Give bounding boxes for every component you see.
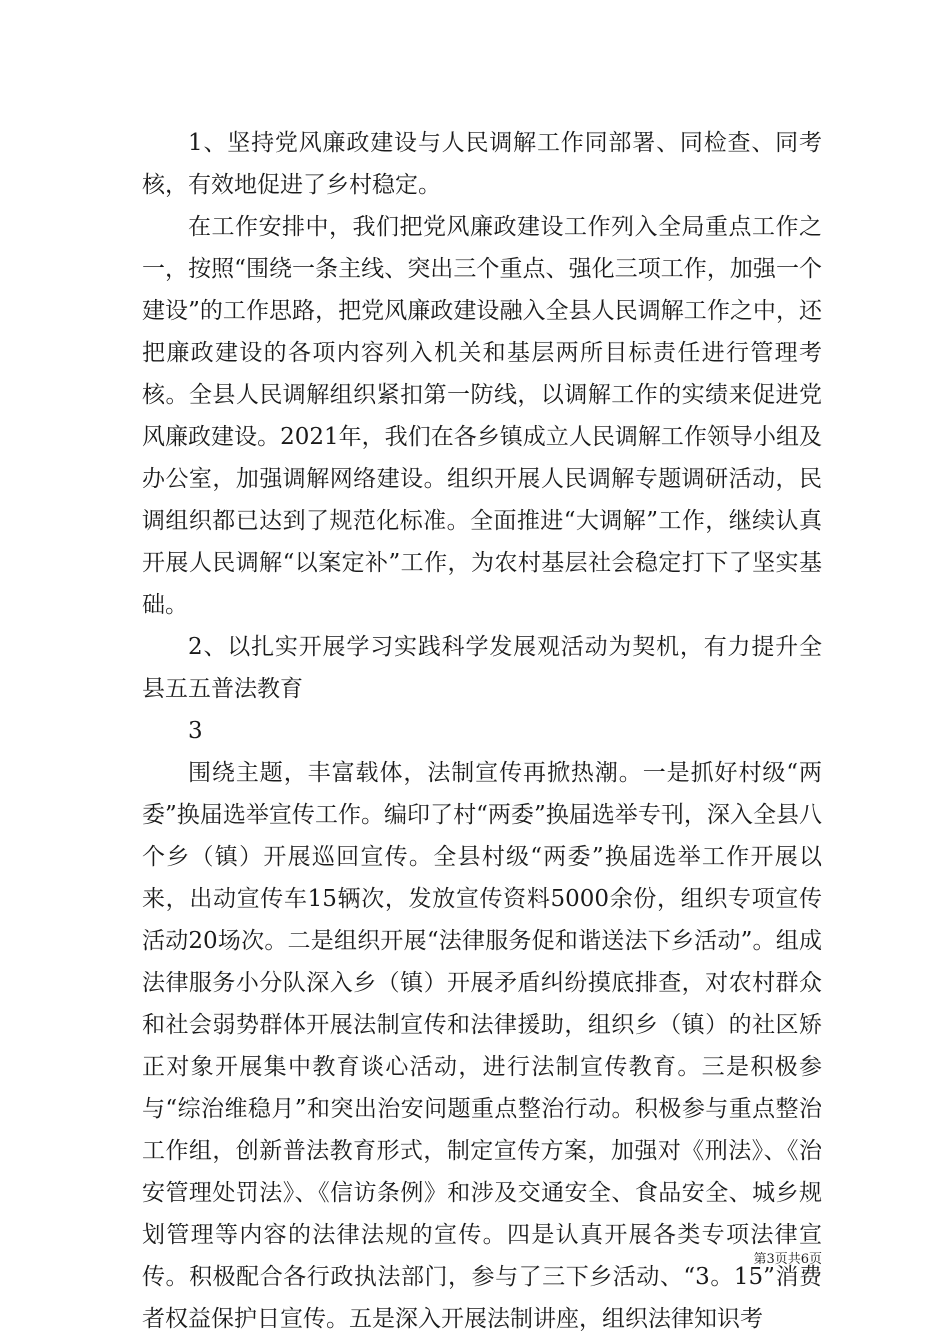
paragraph-item-2: 在工作安排中，我们把党风廉政建设工作列入全局重点工作之一，按照“围绕一条主线、突出三个重点、强化三项工作，加强一个建设”的工作思路，把党风廉政建设融入全县人民调解工作之中，还把廉政建设的各项内容列入机关和基层两所目标责任进行管理考核。全县人民调解组织紧扣第一防线，以调解工作的实绩来促进党风廉政建设。2021年，我们在各乡镇成立人民调解工作领导小组及办公室，加强调解网络建设。组织开展人民调解专题调研活动，民调组织都已达到了规范化标准。全面推进“大调解”工作，继续认真开展人民调解“以案定补”工作，为农村基层社会稳定打下了坚实基础。 <box>142 214 822 618</box>
paragraph-item-4: 围绕主题，丰富载体，法制宣传再掀热潮。一是抓好村级“两委”换届选举宣传工作。编印了村“两委”换届选举专刊，深入全县八个乡（镇）开展巡回宣传。全县村级“两委”换届选举工作开展以来，出动宣传车15辆次，发放宣传资料5000余份，组织专项宣传活动20场次。二是组织开展“法律服务促和谐送法下乡活动”。组成法律服务小分队深入乡（镇）开展矛盾纠纷摸底排查，对农村群众和社会弱势群体开展法制宣传和法律援助，组织乡（镇）的社区矫正对象开展集中教育谈心活动，进行法制宣传教育。三是积极参与“综治维稳月”和突出治安问题重点整治行动。积极参与重点整治工作组，创新普法教育形式，制定宣传方案，加强对《刑法》、《治安管理处罚法》、《信访条例》和涉及交通安全、食品安全、城乡规划管理等内容的法律法规的宣传。四是认真开展各类专项法律宣传。积极配合各行政执法部门，参与了三下乡活动、“3。15”消费者权益保护日宣传。五是深入开展法制讲座，组织法律知识考 <box>142 760 822 1332</box>
paragraph-item-1: 1、坚持党风廉政建设与人民调解工作同部署、同检查、同考核，有效地促进了乡村稳定。 <box>142 130 822 198</box>
document-body <box>142 122 822 1340</box>
page-number-footer: 第3页共6页 <box>753 1252 822 1267</box>
paragraph-item-3: 2、以扎实开展学习实践科学发展观活动为契机，有力提升全县五五普法教育 <box>142 634 822 702</box>
section-number: 3 <box>188 718 203 744</box>
